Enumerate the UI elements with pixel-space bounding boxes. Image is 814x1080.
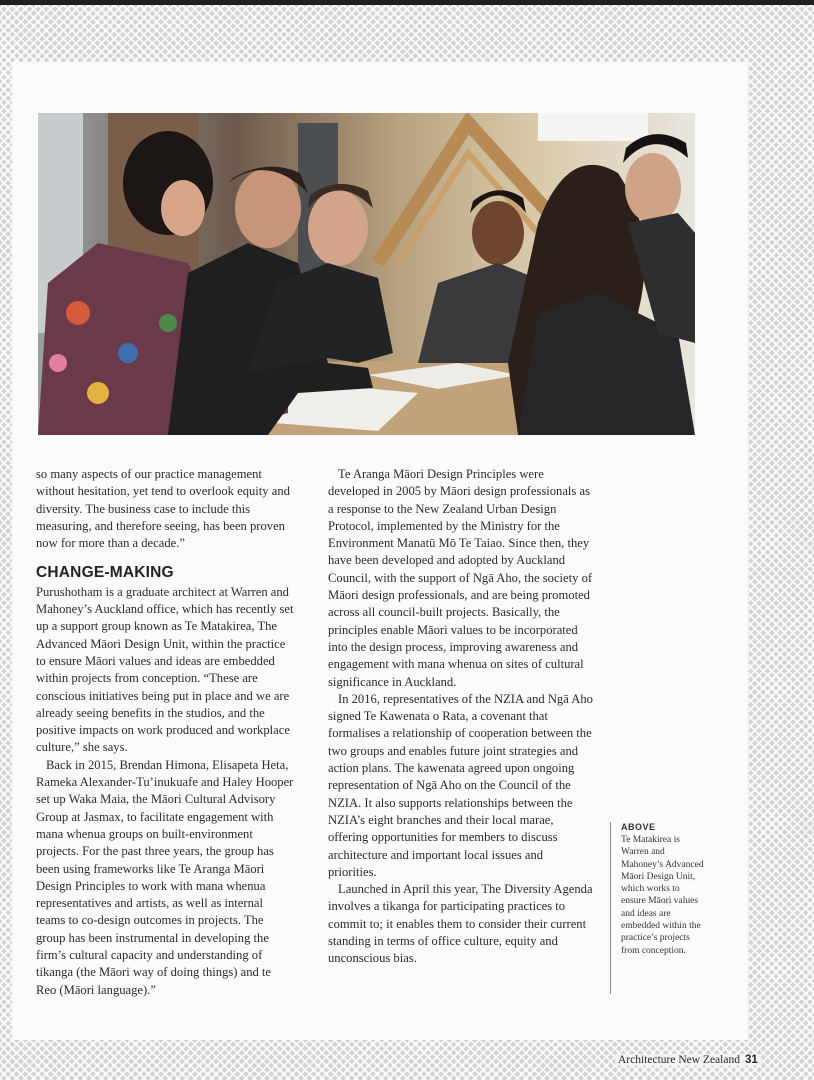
publication-name: Architecture New Zealand [618, 1054, 740, 1066]
left-paragraph-1: so many aspects of our practice management without hesitation, yet tend to overlook equity and diversity. The business case to include this measuring, and therefore seeing, has been proven now for more than a decade.” [36, 467, 290, 551]
left-paragraph-2: Purushotham is a graduate architect at Warren and Mahoney’s Auckland office, which has recently set up a support group known as Te Matakirea, The Advanced Māori Design Unit, within the practice to ensure Māori values and ideas are embedded within projects from conception. “These are conscious initiatives being put in place and we are already seeing benefits in the studios, and the positive impacts on work produced and workplace culture,” she says. [36, 584, 294, 755]
left-column [36, 466, 294, 999]
left-paragraph-3: Back in 2015, Brendan Himona, Elisapeta Heta, Rameka Alexander-Tu’inukuafe and Haley Hooper set up Waka Maia, the Māori Cultural Advisory Group at Jasmax, to facilitate engagement with mana whenua groups on built-environment projects. For the past three years, the group has been using frameworks like Te Aranga Māori Design Principles to work with mana whenua representatives and artists, as well as internal teams to co-design outcomes in projects. The group has been instrumental in developing the firm’s cultural capacity and understanding of tikanga (the Māori way of doing things) and te Reo (Māori language).” [36, 757, 294, 997]
right-paragraph-2: In 2016, representatives of the NZIA and Ngā Aho signed Te Kawenata o Rata, a covenant that formalises a relationship of cooperation between the two groups and enables future joint strategies and action plans. The kawenata agreed upon ongoing representation of Ngā Aho on the Council of the NZIA. It also supports relationships between the NZIA’s eight branches and their local marae, offering opportunities for members to discuss architecture and important local issues and priorities. [328, 691, 593, 879]
top-edge [0, 0, 814, 5]
group-photo [38, 113, 695, 435]
page-number: 31 [744, 1054, 758, 1066]
caption-label: ABOVE [621, 822, 656, 832]
caption-text: Te Matakirea is Warren and Mahoney’s Advanced Māori Design Unit, which works to ensure Māori values and ideas are embedded within the practice’s projects from conception. [621, 835, 704, 956]
page-footer [615, 1054, 761, 1066]
right-column [328, 466, 594, 968]
right-paragraph-1: Te Aranga Māori Design Principles were developed in 2005 by Māori design professionals as a response to the New Zealand Urban Design Protocol, implemented by the Ministry for the Environment Manatū Mō Te Taiao. Since then, they have been developed and adopted by Auckland Council, with the support of Ngā Aho, the society of Māori design professionals, and are being promoted across all council-built projects. Basically, the principles enable Māori values to be incorporated into the design process, improving awareness and engagement with mana whenua on sites of cultural significance in Auckland. [328, 467, 593, 689]
photo-illustration [38, 113, 695, 435]
right-paragraph-3: Launched in April this year, The Diversity Agenda involves a tikanga for participating practices to commit to; it enables them to consider their current standing in terms of office culture, equity and unconscious bias. [328, 882, 593, 966]
section-heading: CHANGE-MAKING [36, 564, 174, 582]
photo-caption [610, 822, 705, 994]
